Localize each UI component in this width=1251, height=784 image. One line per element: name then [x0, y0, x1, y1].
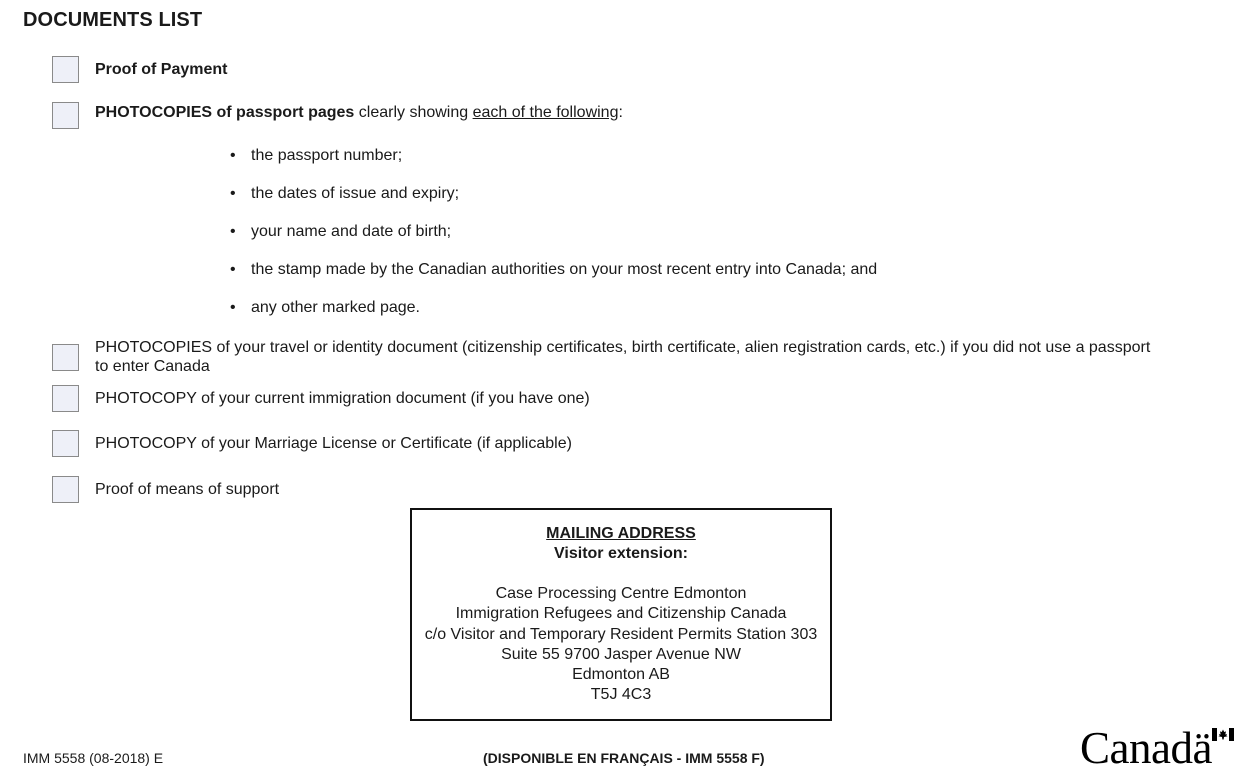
address-line: c/o Visitor and Temporary Resident Permits Station 303 [424, 625, 818, 643]
address-line: T5J 4C3 [590, 686, 652, 704]
address-line: Immigration Refugees and Citizenship Canada [455, 605, 787, 623]
checkbox-immigration-document[interactable] [52, 385, 79, 412]
checkbox-means-of-support[interactable] [52, 476, 79, 503]
mailing-address-box [410, 508, 832, 721]
canada-wordmark: Canadä [1080, 723, 1212, 773]
bullet-icon: • [230, 261, 236, 278]
label-marriage-license: PHOTOCOPY of your Marriage License or Certificate (if applicable) [95, 435, 572, 452]
address-line: Edmonton AB [572, 666, 670, 684]
label-immigration-document: PHOTOCOPY of your current immigration document (if you have one) [95, 390, 590, 407]
label-travel-identity-document [95, 338, 1225, 376]
page-title: DOCUMENTS LIST [23, 9, 203, 31]
list-item-text: the passport number; [251, 147, 403, 164]
passport-end-text: : [618, 104, 623, 121]
list-item [230, 222, 877, 260]
bullet-icon: • [230, 223, 236, 240]
passport-requirements-list [230, 146, 877, 336]
label-passport-photocopies [95, 103, 623, 122]
form-identifier: IMM 5558 (08-2018) E [23, 750, 164, 766]
list-item-text: the dates of issue and expiry; [251, 185, 460, 202]
checkbox-passport-photocopies[interactable] [52, 102, 79, 129]
passport-mid-text: clearly showing [354, 104, 473, 121]
address-line: Suite 55 9700 Jasper Avenue NW [501, 645, 741, 663]
bullet-icon: • [230, 185, 236, 202]
passport-underlined-text: each of the following [472, 104, 619, 121]
passport-bold-text: PHOTOCOPIES of passport pages [95, 104, 355, 121]
label-proof-of-payment: Proof of Payment [95, 61, 228, 78]
list-item [230, 298, 877, 336]
list-item [230, 260, 877, 298]
travel-doc-line-2: to enter Canada [95, 358, 210, 375]
bullet-icon: • [230, 299, 236, 316]
checkbox-travel-identity-document[interactable] [52, 344, 79, 371]
bullet-icon: • [230, 147, 236, 164]
travel-doc-line-1: PHOTOCOPIES of your travel or identity document (citizenship certificates, birth certificate, alien registration cards, etc.) if you did not use a passport [95, 339, 1151, 356]
mailing-address-subheading: Visitor extension: [554, 545, 688, 562]
canada-flag-icon [1212, 728, 1234, 741]
list-item [230, 146, 877, 184]
mailing-address-heading: MAILING ADDRESS [546, 525, 696, 542]
checkbox-marriage-license[interactable] [52, 430, 79, 457]
mailing-address-lines [412, 584, 830, 706]
list-item-text: any other marked page. [251, 299, 420, 316]
list-item-text: the stamp made by the Canadian authorities on your most recent entry into Canada; and [251, 261, 878, 278]
label-means-of-support: Proof of means of support [95, 481, 280, 498]
list-item-text: your name and date of birth; [251, 223, 452, 240]
checkbox-proof-of-payment[interactable] [52, 56, 79, 83]
address-line: Case Processing Centre Edmonton [495, 585, 747, 602]
list-item [230, 184, 877, 222]
french-availability-note: (DISPONIBLE EN FRANÇAIS - IMM 5558 F) [483, 750, 765, 766]
